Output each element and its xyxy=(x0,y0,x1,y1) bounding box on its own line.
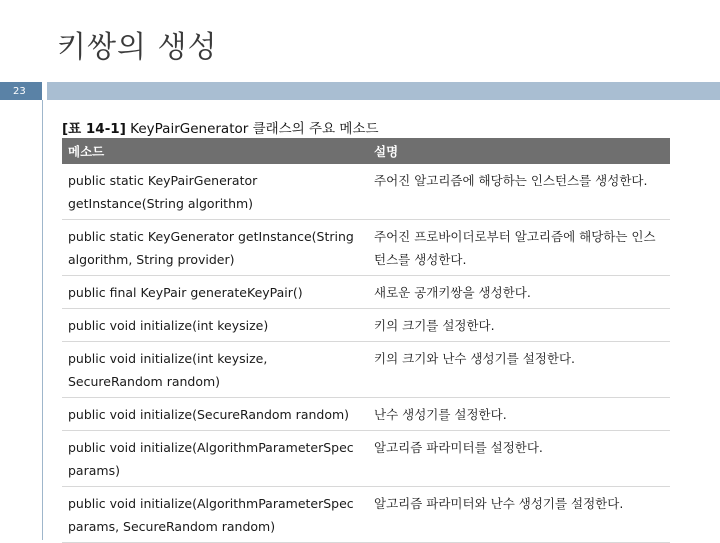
method-cell: public void initialize(AlgorithmParameterSpec params) xyxy=(62,431,368,487)
table-caption-prefix: [표 14-1] xyxy=(62,121,126,137)
description-cell: 새로운 공개키쌍을 생성한다. xyxy=(368,276,670,309)
table-row xyxy=(62,164,670,220)
method-cell: public final KeyPair generateKeyPair() xyxy=(62,276,368,309)
method-cell: public void initialize(SecureRandom random) xyxy=(62,398,368,431)
table-header-row xyxy=(62,138,670,164)
header-method: 메소드 xyxy=(62,138,368,164)
table-caption-text: KeyPairGenerator 클래스의 주요 메소드 xyxy=(130,121,379,137)
method-table xyxy=(62,138,670,543)
method-cell: public void initialize(int keysize) xyxy=(62,309,368,342)
description-cell: 난수 생성기를 설정한다. xyxy=(368,398,670,431)
method-cell: public void initialize(AlgorithmParameterSpec params, SecureRandom random) xyxy=(62,487,368,543)
slide-title: 키쌍의 생성 xyxy=(57,30,218,65)
header-bar xyxy=(47,82,720,100)
method-cell: public static KeyPairGenerator getInstance(String algorithm) xyxy=(62,164,368,220)
table-row xyxy=(62,276,670,309)
slide-number: 23 xyxy=(13,86,26,97)
table-caption xyxy=(62,117,379,137)
table-row xyxy=(62,342,670,398)
description-cell: 키의 크기를 설정한다. xyxy=(368,309,670,342)
method-cell: public void initialize(int keysize, SecureRandom random) xyxy=(62,342,368,398)
description-cell: 알고리즘 파라미터와 난수 생성기를 설정한다. xyxy=(368,487,670,543)
description-cell: 주어진 프로바이더로부터 알고리즘에 해당하는 인스턴스를 생성한다. xyxy=(368,220,670,276)
description-cell: 주어진 알고리즘에 해당하는 인스턴스를 생성한다. xyxy=(368,164,670,220)
header-description: 설명 xyxy=(368,138,670,164)
method-cell: public static KeyGenerator getInstance(String algorithm, String provider) xyxy=(62,220,368,276)
left-rule xyxy=(42,100,43,540)
table-row xyxy=(62,220,670,276)
table-row xyxy=(62,431,670,487)
description-cell: 알고리즘 파라미터를 설정한다. xyxy=(368,431,670,487)
table-row xyxy=(62,398,670,431)
table-row xyxy=(62,309,670,342)
description-cell: 키의 크기와 난수 생성기를 설정한다. xyxy=(368,342,670,398)
table-row xyxy=(62,487,670,543)
